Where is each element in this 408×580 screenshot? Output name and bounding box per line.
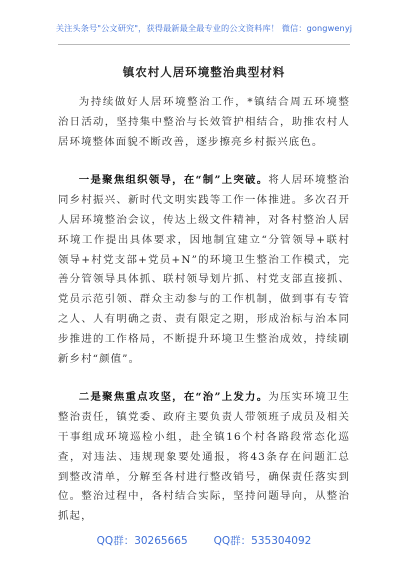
- section-1-lead: 一是聚焦组织领导，在“制”上突破。: [78, 174, 269, 187]
- footer-qq-group-1: QQ群：30265665: [96, 535, 188, 547]
- section-2-text: 为压实环境卫生整治责任，镇党委、政府主要负责人带领班子成员及相关干事组成环境巡检小组，赴全镇16个村各路段常态化巡查，对违法、违规现象要处通报，将43条存在问题汇总到整改清单，分解至各村进行整改销号，确保责任落实到位。整治过程中，各村结合实际，坚持问题导向，从整治抓起，: [58, 391, 350, 523]
- header-promo-note: 关注头条号"公文研究"，获得最新最全最专业的公文资料库！ 微信：gongwenyj: [55, 23, 353, 33]
- footer-contact: [0, 533, 408, 548]
- footer-qq-group-2: QQ群：535304092: [213, 535, 312, 547]
- document-title: 镇农村人居环境整治典型材料: [122, 65, 286, 79]
- header-divider: [58, 44, 350, 45]
- section-1-text: 将人居环境整治同乡村振兴、新时代文明实践等工作一体推进。多次召开人居环境整治会议，传达上级文件精神，对各村整治人居环境工作提出具体要求，因地制宜建立“分管领导+联村领导+村党支部+党员+N”的环境卫生整治工作模式，完善分管领导具体抓、联村领导划片抓、村党支部直接抓、党员示范引领、群众主动参与的工作机制，做到事有专管之人、人有明确之责、责有限定之期，形成治标与治本同步推进的工作格局，不断提升环境卫生整治成效，持续刷新乡村“颜值”。: [58, 174, 350, 365]
- section-2-lead: 二是聚焦重点攻坚，在“治”上发力。: [78, 391, 269, 404]
- section-paragraph-1: [58, 171, 350, 369]
- intro-paragraph: 为持续做好人居环境整治工作，*镇结合周五环境整治日活动，坚持集中整治与长效管护相结合，助推农村人居环境整体面貌不断改善，逐步擦亮乡村振兴底色。: [58, 96, 350, 148]
- document-body: [58, 93, 350, 527]
- section-paragraph-2: [58, 388, 350, 527]
